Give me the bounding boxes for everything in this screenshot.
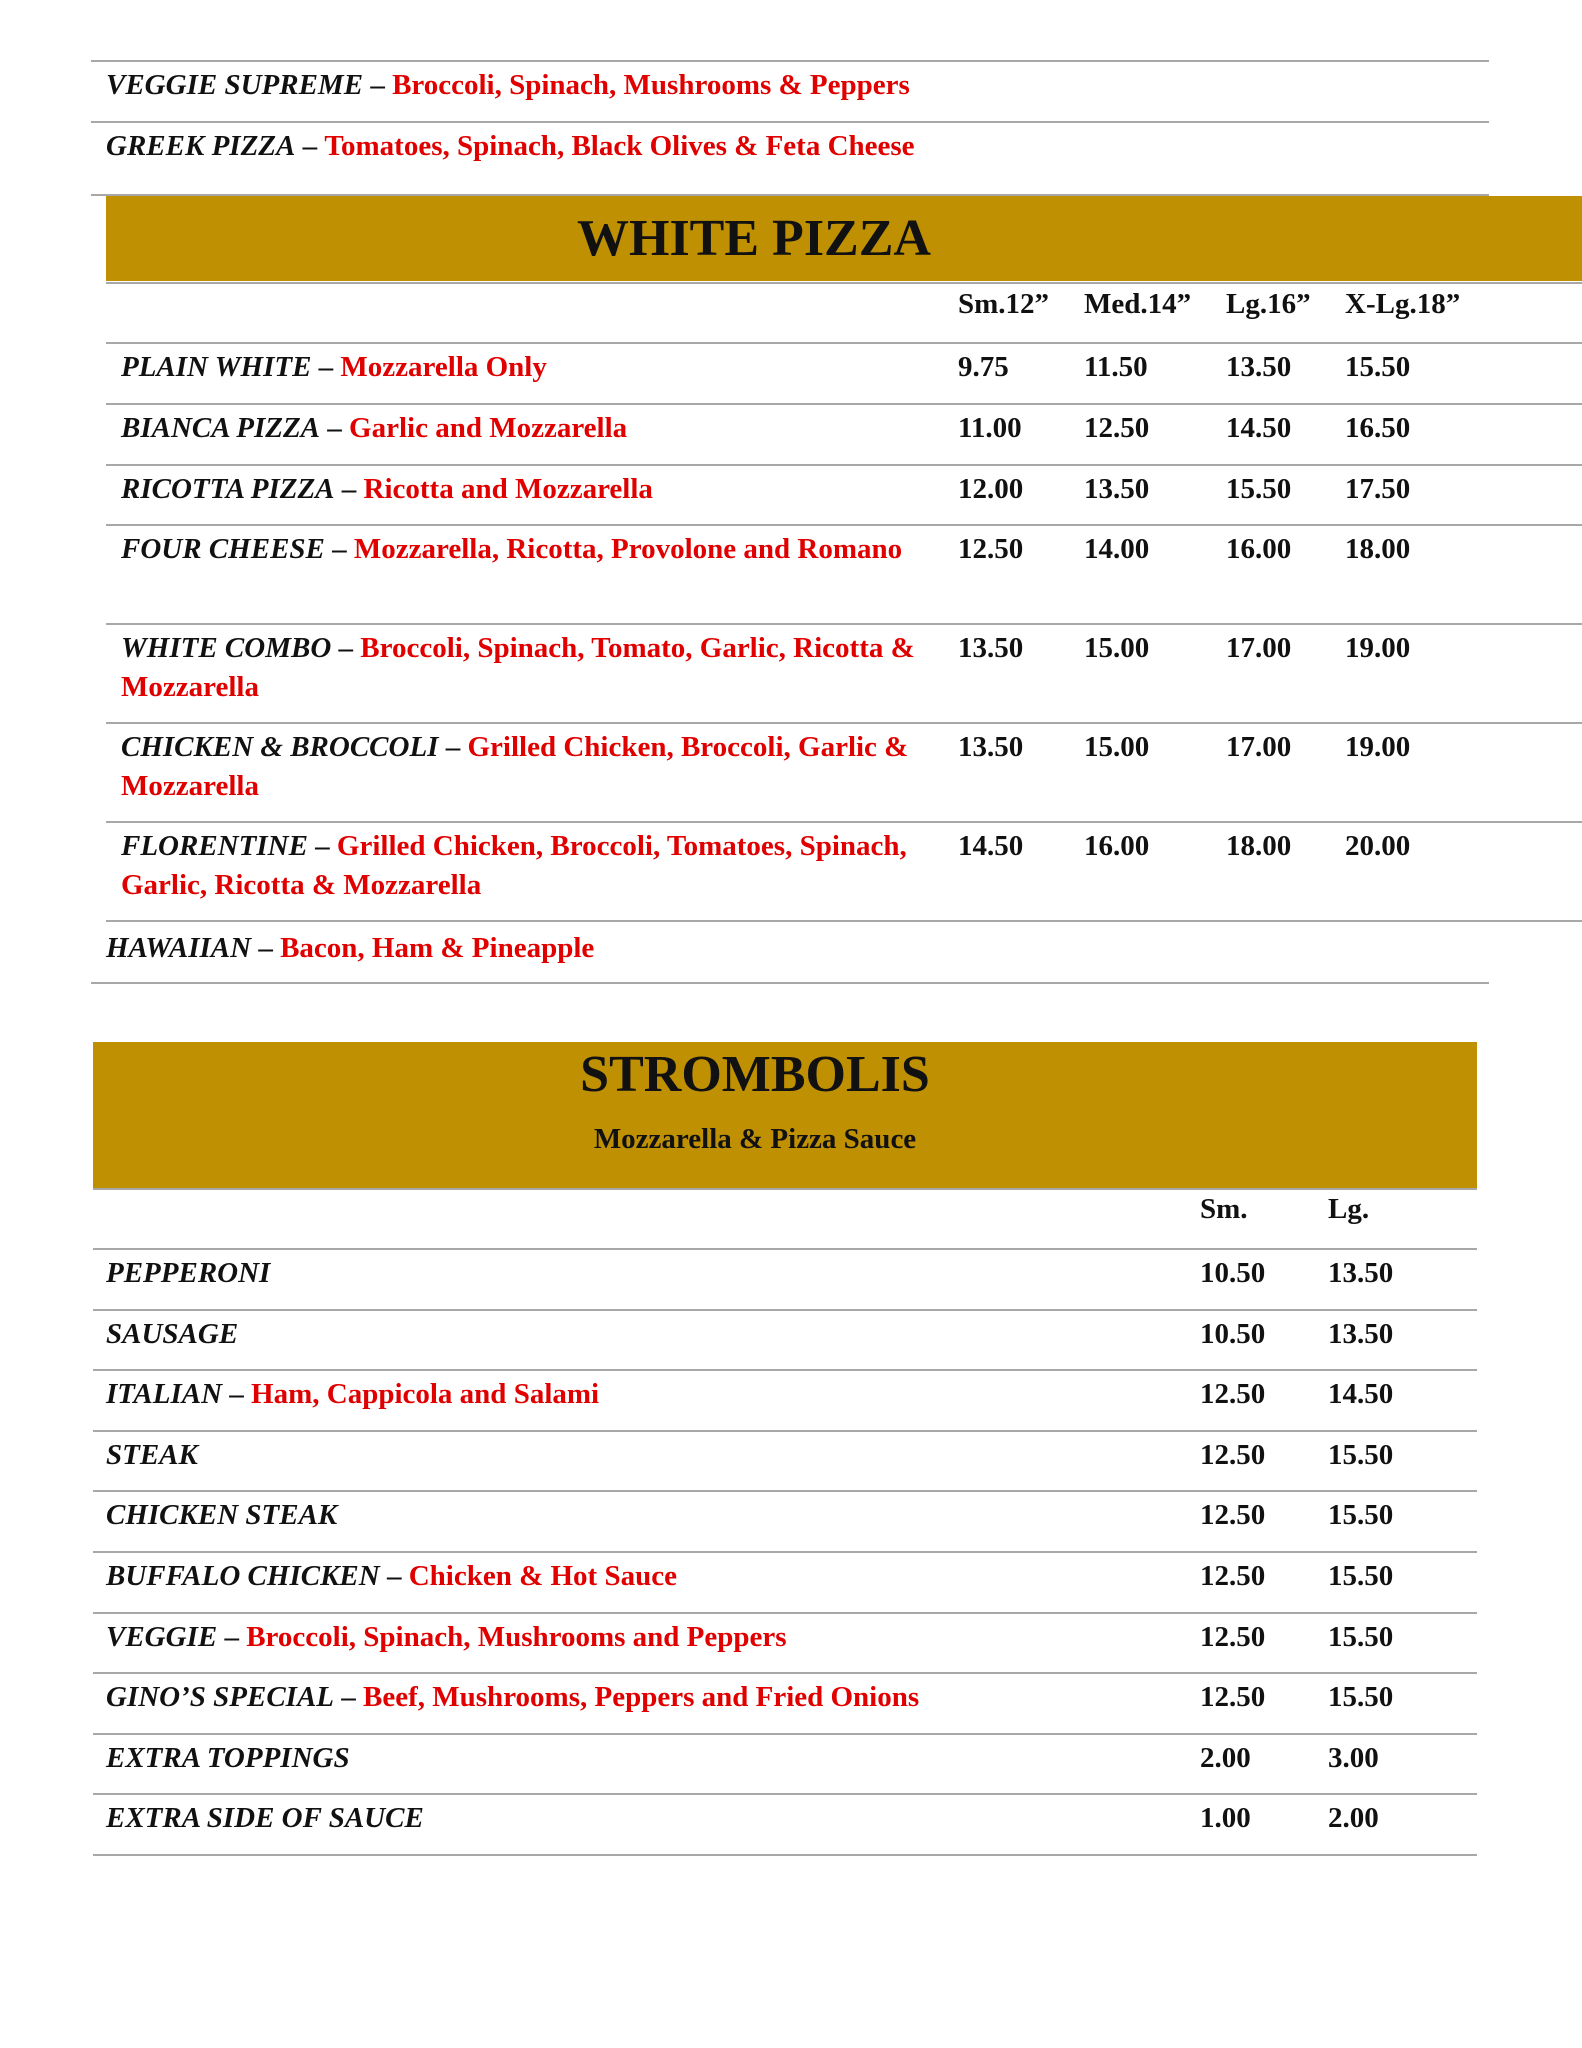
- item-description: Broccoli, Spinach, Tomato, Garlic, Ricotta & Mozzarella: [121, 632, 915, 703]
- price: 14.00: [1084, 533, 1150, 565]
- price: 12.50: [1200, 1439, 1266, 1471]
- item-name: FOUR CHEESE: [121, 533, 325, 565]
- price: 12.00: [958, 473, 1024, 505]
- item-description: Broccoli, Spinach, Mushrooms and Peppers: [246, 1621, 787, 1653]
- price: 16.50: [1345, 412, 1411, 444]
- menu-item: [106, 1248, 270, 1293]
- price: 13.50: [1084, 473, 1150, 505]
- price: 12.50: [1200, 1560, 1266, 1592]
- price: 11.00: [958, 412, 1022, 444]
- item-separator: –: [251, 932, 281, 964]
- price: 15.50: [1328, 1499, 1394, 1531]
- item-name: PLAIN WHITE: [121, 351, 312, 383]
- price: 11.50: [1084, 351, 1148, 383]
- menu-item: [121, 821, 941, 905]
- price: 10.50: [1200, 1257, 1266, 1289]
- item-description: Ham, Cappicola and Salami: [251, 1378, 600, 1410]
- white-pizza-banner: [106, 196, 1582, 281]
- price: 17.00: [1226, 632, 1292, 664]
- item-separator: –: [307, 830, 337, 862]
- price: 15.50: [1328, 1681, 1394, 1713]
- rule: [106, 282, 1582, 284]
- item-name: BUFFALO CHICKEN: [106, 1560, 380, 1592]
- item-name: CHICKEN STEAK: [106, 1499, 338, 1531]
- item-separator: –: [363, 69, 393, 101]
- item-separator: –: [295, 130, 325, 162]
- menu-item: [121, 464, 941, 509]
- menu-item: [106, 1430, 198, 1475]
- menu-item: [106, 1672, 919, 1717]
- menu-item: [121, 342, 941, 387]
- item-name: RICOTTA PIZZA: [121, 473, 335, 505]
- menu-item: [121, 524, 941, 569]
- item-name: HAWAIIAN: [106, 932, 252, 964]
- menu-item: [121, 623, 941, 707]
- price: 20.00: [1345, 830, 1411, 862]
- rule: [93, 1248, 1477, 1250]
- price: 15.50: [1328, 1621, 1394, 1653]
- menu-item-hawaiian: [106, 923, 594, 968]
- price: 12.50: [1200, 1621, 1266, 1653]
- size-header-sm: Sm.: [1200, 1193, 1248, 1225]
- item-separator: –: [334, 1681, 364, 1713]
- price: 2.00: [1328, 1802, 1379, 1834]
- rule: [93, 1188, 1477, 1190]
- item-description: Bacon, Ham & Pineapple: [280, 932, 595, 964]
- item-name: VEGGIE: [106, 1621, 218, 1653]
- menu-item: [106, 1309, 238, 1354]
- price: 13.50: [958, 632, 1024, 664]
- item-separator: –: [438, 731, 468, 763]
- price: 15.50: [1328, 1560, 1394, 1592]
- item-name: EXTRA SIDE OF SAUCE: [106, 1802, 424, 1834]
- price: 9.75: [958, 351, 1009, 383]
- price: 13.50: [958, 731, 1024, 763]
- item-description: Mozzarella, Ricotta, Provolone and Romano: [353, 533, 903, 565]
- item-description: Broccoli, Spinach, Mushrooms & Peppers: [392, 69, 910, 101]
- menu-item: [106, 1490, 337, 1535]
- item-name: SAUSAGE: [106, 1318, 239, 1350]
- item-name: VEGGIE SUPREME: [106, 69, 364, 101]
- item-description: Garlic and Mozzarella: [349, 412, 628, 444]
- menu-item: [106, 1551, 677, 1596]
- menu-item: [121, 403, 941, 448]
- price: 19.00: [1345, 731, 1411, 763]
- rule: [93, 1430, 1477, 1432]
- price: 15.00: [1084, 731, 1150, 763]
- item-separator: –: [320, 412, 350, 444]
- price: 16.00: [1084, 830, 1150, 862]
- size-header-lg: Lg.16”: [1226, 288, 1311, 320]
- size-header-lg: Lg.: [1328, 1193, 1370, 1225]
- item-separator: –: [379, 1560, 409, 1592]
- item-separator: –: [217, 1621, 247, 1653]
- item-description: Ricotta and Mozzarella: [363, 473, 653, 505]
- item-description: Beef, Mushrooms, Peppers and Fried Onions: [363, 1681, 920, 1713]
- item-separator: –: [222, 1378, 252, 1410]
- price: 14.50: [1226, 412, 1292, 444]
- item-name: FLORENTINE: [121, 830, 308, 862]
- price: 3.00: [1328, 1742, 1379, 1774]
- item-description: Chicken & Hot Sauce: [408, 1560, 677, 1592]
- price: 18.00: [1345, 533, 1411, 565]
- price: 1.00: [1200, 1802, 1251, 1834]
- price: 15.00: [1084, 632, 1150, 664]
- price: 12.50: [1200, 1378, 1266, 1410]
- rule: [91, 982, 1489, 984]
- item-name: GINO’S SPECIAL: [106, 1681, 335, 1713]
- menu-item-greek-pizza: [106, 121, 915, 166]
- item-description: Grilled Chicken, Broccoli, Tomatoes, Spinach, Garlic, Ricotta & Mozzarella: [121, 830, 907, 901]
- price: 17.00: [1226, 731, 1292, 763]
- section-title: STROMBOLIS: [580, 1046, 930, 1103]
- item-name: EXTRA TOPPINGS: [106, 1742, 350, 1774]
- price: 15.50: [1226, 473, 1292, 505]
- price: 12.50: [1200, 1499, 1266, 1531]
- item-description: Grilled Chicken, Broccoli, Garlic & Mozzarella: [121, 731, 909, 802]
- item-name: CHICKEN & BROCCOLI: [121, 731, 439, 763]
- price: 13.50: [1328, 1318, 1394, 1350]
- price: 12.50: [1200, 1681, 1266, 1713]
- item-name: ITALIAN: [106, 1378, 223, 1410]
- menu-item: [106, 1793, 424, 1838]
- item-name: BIANCA PIZZA: [121, 412, 321, 444]
- menu-item-veggie-supreme: [106, 60, 910, 105]
- menu-item: [106, 1369, 599, 1414]
- price: 15.50: [1328, 1439, 1394, 1471]
- item-separator: –: [334, 473, 364, 505]
- size-header-xlg: X-Lg.18”: [1345, 288, 1461, 320]
- price: 17.50: [1345, 473, 1411, 505]
- item-description: Mozzarella Only: [340, 351, 547, 383]
- item-name: PEPPERONI: [106, 1257, 271, 1289]
- price: 14.50: [958, 830, 1024, 862]
- menu-item: [121, 722, 941, 806]
- item-name: GREEK PIZZA: [106, 130, 296, 162]
- menu-item: [106, 1733, 350, 1778]
- size-header-sm: Sm.12”: [958, 288, 1050, 320]
- price: 18.00: [1226, 830, 1292, 862]
- item-description: Tomatoes, Spinach, Black Olives & Feta Cheese: [324, 130, 915, 162]
- price: 12.50: [958, 533, 1024, 565]
- price: 12.50: [1084, 412, 1150, 444]
- item-name: STEAK: [106, 1439, 198, 1471]
- price: 13.50: [1328, 1257, 1394, 1289]
- item-separator: –: [331, 632, 361, 664]
- price: 19.00: [1345, 632, 1411, 664]
- price: 13.50: [1226, 351, 1292, 383]
- rule: [93, 1309, 1477, 1311]
- item-name: WHITE COMBO: [121, 632, 332, 664]
- price: 2.00: [1200, 1742, 1251, 1774]
- price: 14.50: [1328, 1378, 1394, 1410]
- section-title: WHITE PIZZA: [577, 209, 931, 267]
- menu-item: [106, 1612, 787, 1657]
- price: 15.50: [1345, 351, 1411, 383]
- price: 16.00: [1226, 533, 1292, 565]
- item-separator: –: [324, 533, 354, 565]
- size-header-med: Med.14”: [1084, 288, 1192, 320]
- item-separator: –: [311, 351, 341, 383]
- section-subtitle: Mozzarella & Pizza Sauce: [593, 1123, 917, 1155]
- rule: [93, 1854, 1477, 1856]
- price: 10.50: [1200, 1318, 1266, 1350]
- strombolis-banner: [93, 1042, 1477, 1188]
- rule: [106, 920, 1582, 922]
